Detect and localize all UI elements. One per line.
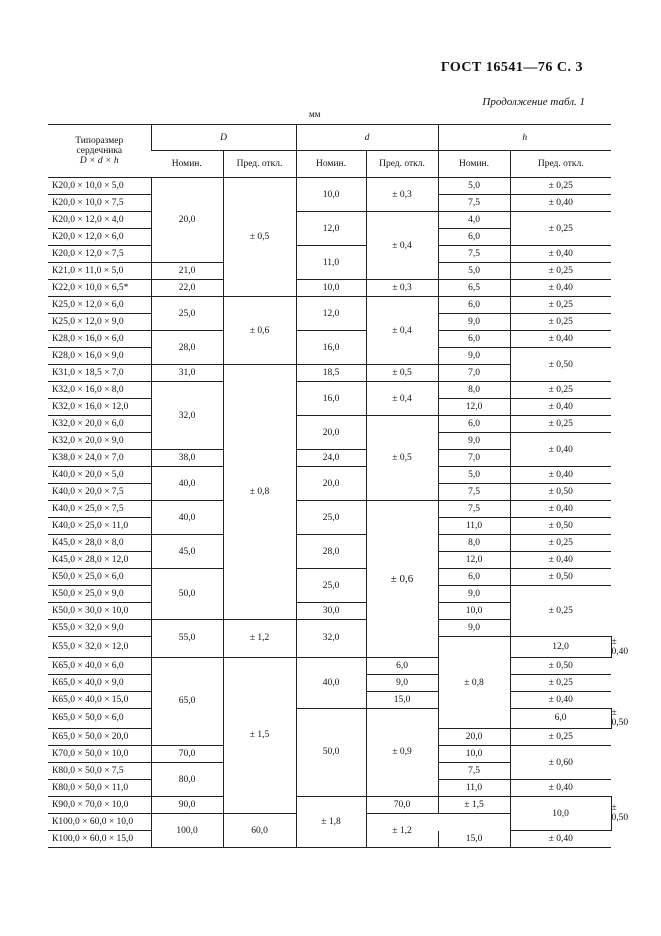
h-tol-cell: ± 0,50 [510,348,611,382]
type-cell: К80,0 × 50,0 × 11,0 [48,780,151,797]
h-nom-cell: 7,0 [438,450,510,467]
header-d-tol: Пред. откл. [366,151,438,178]
d-nom-cell: 28,0 [296,535,366,569]
d-tol-cell: ± 1,5 [438,797,510,814]
type-cell: К25,0 × 12,0 × 9,0 [48,314,151,331]
D-nom-cell: 65,0 [151,657,223,746]
h-tol-cell: ± 0,40 [510,552,611,569]
D-nom-cell: 21,0 [151,263,223,280]
type-cell: К31,0 × 18,5 × 7,0 [48,365,151,382]
h-nom-cell: 7,0 [438,365,510,382]
d-nom-cell: 10,0 [296,178,366,212]
d-nom-cell: 30,0 [296,603,366,620]
d-nom-cell: 20,0 [296,467,366,501]
D-nom-cell: 28,0 [151,331,223,365]
type-cell: К100,0 × 60,0 × 15,0 [52,834,134,844]
h-nom-cell: 7,5 [438,501,510,518]
table-row [48,467,611,484]
type-cell: К38,0 × 24,0 × 7,0 [48,450,151,467]
D-nom-cell: 40,0 [151,467,223,501]
h-nom-cell: 11,0 [438,518,510,535]
h-nom-cell: 9,0 [438,586,510,603]
type-cell: К32,0 × 20,0 × 6,0 [48,416,151,433]
D-nom-cell: 70,0 [151,746,223,763]
d-tol-cell: ± 0,5 [366,365,438,382]
d-nom-cell: 16,0 [296,331,366,365]
h-nom-cell: 4,0 [438,212,510,229]
D-nom-cell: 90,0 [151,797,223,814]
h-tol-cell: ± 0,50 [510,484,611,501]
h-tol-cell: ± 0,25 [510,586,611,637]
D-tol-cell: ± 0,8 [223,365,296,620]
d-tol-cell: ± 0,5 [366,416,438,501]
type-cell: К50,0 × 25,0 × 6,0 [48,569,151,586]
type-cell: К40,0 × 20,0 × 7,5 [48,484,151,501]
type-cell: К50,0 × 25,0 × 9,0 [48,586,151,603]
type-cell: К21,0 × 11,0 × 5,0 [48,263,151,280]
type-cell: К70,0 × 50,0 × 10,0 [48,746,151,763]
D-nom-cell: 50,0 [151,569,223,620]
h-tol-cell: ± 0,50 [510,569,611,586]
d-nom-cell: 11,0 [296,246,366,280]
h-tol-cell: ± 0,40 [510,280,611,297]
h-nom-cell: 6,0 [366,657,438,674]
d-tol-cell: ± 0,9 [366,708,438,797]
header-d-nom: Номин. [296,151,366,178]
h-tol-cell: ± 0,25 [510,416,611,433]
d-nom-cell: 60,0 [223,814,296,848]
h-tol-cell: ± 0,50 [510,657,611,674]
type-cell: К65,0 × 40,0 × 6,0 [48,657,151,674]
d-nom-cell: 25,0 [296,569,366,603]
type-cell: К32,0 × 20,0 × 9,0 [48,433,151,450]
h-nom-cell: 6,0 [438,229,510,246]
h-nom-cell: 8,0 [438,382,510,399]
D-nom-cell: 22,0 [151,280,223,297]
h-nom-cell: 7,5 [438,195,510,212]
D-nom-cell: 32,0 [151,382,223,450]
table-row [48,501,611,518]
D-tol-cell: ± 0,5 [223,178,296,297]
h-tol-cell: ± 0,40 [510,780,611,797]
d-nom-cell: 40,0 [296,657,366,708]
type-cell: К32,0 × 16,0 × 12,0 [48,399,151,416]
h-nom-cell: 6,0 [438,297,510,314]
h-tol-cell: ± 0,40 [510,467,611,484]
h-tol-cell: ± 0,25 [510,263,611,280]
header-h: h [438,125,611,151]
table-row [48,280,611,297]
D-nom-cell: 55,0 [151,620,223,658]
d-nom-cell: 10,0 [296,280,366,297]
h-nom-cell: 9,0 [438,620,510,637]
type-cell: К80,0 × 50,0 × 7,5 [48,763,151,780]
d-tol-cell: ± 0,4 [366,212,438,280]
header-d: d [296,125,438,151]
type-cell: К65,0 × 50,0 × 6,0 [48,708,151,729]
h-nom-cell: 15,0 [366,691,438,708]
type-cell: К20,0 × 12,0 × 6,0 [48,229,151,246]
h-nom-cell: 20,0 [438,729,510,746]
type-cell: К22,0 × 10,0 × 6,5* [48,280,151,297]
type-cell: К20,0 × 10,0 × 7,5 [48,195,151,212]
d-nom-cell: 16,0 [296,382,366,416]
D-nom-cell: 31,0 [151,365,223,382]
h-nom-cell: 6,0 [438,416,510,433]
h-tol-cell: ± 0,40 [510,331,611,348]
d-tol-cell: ± 0,4 [366,382,438,416]
table-row [48,212,611,229]
d-nom-cell: 32,0 [296,620,366,658]
table-row [48,569,611,586]
h-tol-cell: ± 0,25 [510,314,611,331]
d-tol-cell: ± 0,6 [366,501,438,658]
type-cell: К65,0 × 40,0 × 9,0 [48,674,151,691]
header-h-nom: Номин. [438,151,510,178]
h-nom-cell: 12,0 [438,552,510,569]
h-tol-cell: ± 0,40 [510,831,611,848]
h-tol-cell: ± 0,60 [510,746,611,780]
type-cell: К40,0 × 20,0 × 5,0 [48,467,151,484]
d-tol-cell: ± 0,4 [366,297,438,365]
h-tol-cell: ± 0,40 [510,246,611,263]
d-nom-cell: 25,0 [296,501,366,535]
table-row [48,331,611,348]
h-nom-cell: 7,5 [438,484,510,501]
page-header: ГОСТ 16541—76 С. 3 [440,60,583,75]
dimensions-table [48,124,629,848]
header-type-line2: сердечника [76,146,123,156]
D-nom-cell: 45,0 [151,535,223,569]
h-tol-cell: ± 0,25 [510,297,611,314]
type-cell: К28,0 × 16,0 × 6,0 [48,331,151,348]
h-nom-cell: 9,0 [438,314,510,331]
type-cell: К32,0 × 16,0 × 8,0 [48,382,151,399]
h-nom-cell: 5,0 [438,178,510,195]
continuation-label: Продолжение табл. 1 [482,96,585,108]
table-row [48,297,611,314]
type-cell: К40,0 × 25,0 × 7,5 [48,501,151,518]
h-nom-cell: 10,0 [438,746,510,763]
h-nom-cell: 5,0 [438,263,510,280]
h-nom-cell: 7,5 [438,246,510,263]
type-cell: К25,0 × 12,0 × 6,0 [48,297,151,314]
h-nom-cell: 10,0 [510,797,611,831]
h-nom-cell: 5,0 [438,467,510,484]
table-row: К55,0 × 32,0 × 12,0 ± 0,8 12,0 ± 0,40 [48,637,611,658]
header-D: D [151,125,296,151]
h-tol-cell: ± 0,25 [510,212,611,246]
D-tol-cell: ± 1,8 [296,797,366,848]
type-cell: К50,0 × 30,0 × 10,0 [48,603,151,620]
h-nom-cell: 15,0 [438,831,510,848]
h-nom-cell: 6,0 [438,331,510,348]
header-D-tol: Пред. откл. [223,151,296,178]
D-tol-cell: ± 1,2 [223,620,296,658]
type-cell: К20,0 × 12,0 × 4,0 [48,212,151,229]
d-tol-cell: ± 0,3 [366,280,438,297]
type-cell: К90,0 × 70,0 × 10,0 [48,797,151,814]
h-nom-cell: 6,5 [438,280,510,297]
d-nom-cell: 12,0 [296,297,366,331]
table-row [48,657,611,674]
h-tol-cell: ± 0,40 [510,501,611,518]
table-row [48,178,611,195]
type-cell: К40,0 × 25,0 × 11,0 [48,518,151,535]
h-nom-cell: 6,0 [510,708,611,729]
d-tol-cell: ± 0,8 [438,637,510,729]
d-nom-cell: 50,0 [296,708,366,797]
type-cell: К55,0 × 32,0 × 9,0 [48,620,151,637]
h-nom-cell: 12,0 [510,637,611,658]
type-cell: К45,0 × 28,0 × 8,0 [48,535,151,552]
D-nom-cell: 20,0 [151,178,223,263]
h-nom-cell: 6,0 [438,569,510,586]
d-tol-cell: ± 0,3 [366,178,438,212]
type-cell: К20,0 × 12,0 × 7,5 [48,246,151,263]
table-row [48,416,611,433]
header-type-line3: D × d × h [79,156,119,166]
h-nom-cell: 7,5 [438,763,510,780]
d-nom-cell: 70,0 [366,797,438,814]
unit-label: мм [309,109,321,119]
d-tol-cell: ± 1,2 [366,814,438,848]
type-cell: К20,0 × 10,0 × 5,0 [48,178,151,195]
h-tol-cell: ± 0,25 [510,535,611,552]
table-row [48,246,611,263]
h-nom-cell: 12,0 [438,399,510,416]
h-tol-cell: ± 0,40 [510,691,611,708]
type-cell: К28,0 × 16,0 × 9,0 [48,348,151,365]
table-row [48,535,611,552]
D-tol-cell: ± 1,5 [223,657,296,814]
h-nom-cell: 11,0 [438,780,510,797]
type-cell: К45,0 × 28,0 × 12,0 [48,552,151,569]
h-tol-cell: ± 0,40 [510,433,611,467]
d-nom-cell: 20,0 [296,416,366,450]
d-nom-cell: 24,0 [296,450,366,467]
D-nom-cell: 40,0 [151,501,223,535]
type-cell: К65,0 × 40,0 × 15,0 [48,691,151,708]
D-tol-cell: ± 0,6 [223,297,296,365]
header-h-tol: Пред. откл. [510,151,611,178]
h-tol-cell: ± 0,25 [510,674,611,691]
h-tol-cell: ± 0,25 [510,178,611,195]
h-tol-cell: ± 0,25 [510,382,611,399]
D-nom-cell: 80,0 [151,763,223,797]
type-cell: К65,0 × 50,0 × 20,0 [48,729,151,746]
type-cell: К100,0 × 60,0 × 10,0 [48,814,151,831]
table-row: К90,0 × 70,0 × 10,0 90,0 ± 1,8 70,0 ± 1,5 10,0 ± 0,50 [48,797,611,814]
h-nom-cell: 9,0 [366,674,438,691]
h-tol-cell: ± 0,40 [510,195,611,212]
D-nom-cell: 25,0 [151,297,223,331]
header-type-line1: Типоразмер [75,136,124,146]
h-nom-cell: 10,0 [438,603,510,620]
d-nom-cell: 18,5 [296,365,366,382]
D-nom-cell: 100,0 [151,814,223,848]
h-nom-cell: 9,0 [438,348,510,365]
table-row [48,382,611,399]
d-nom-cell: 12,0 [296,212,366,246]
header-type [48,125,151,178]
table-row: К65,0 × 50,0 × 6,0 50,0 ± 0,9 6,0 ± 0,50 [48,708,611,729]
header-D-nom: Номин. [151,151,223,178]
h-nom-cell: 9,0 [438,433,510,450]
h-tol-cell: ± 0,25 [510,729,611,746]
type-cell: К55,0 × 32,0 × 12,0 [48,637,151,658]
h-nom-cell: 8,0 [438,535,510,552]
h-tol-cell: ± 0,50 [510,518,611,535]
h-tol-cell: ± 0,40 [510,399,611,416]
D-nom-cell: 38,0 [151,450,223,467]
